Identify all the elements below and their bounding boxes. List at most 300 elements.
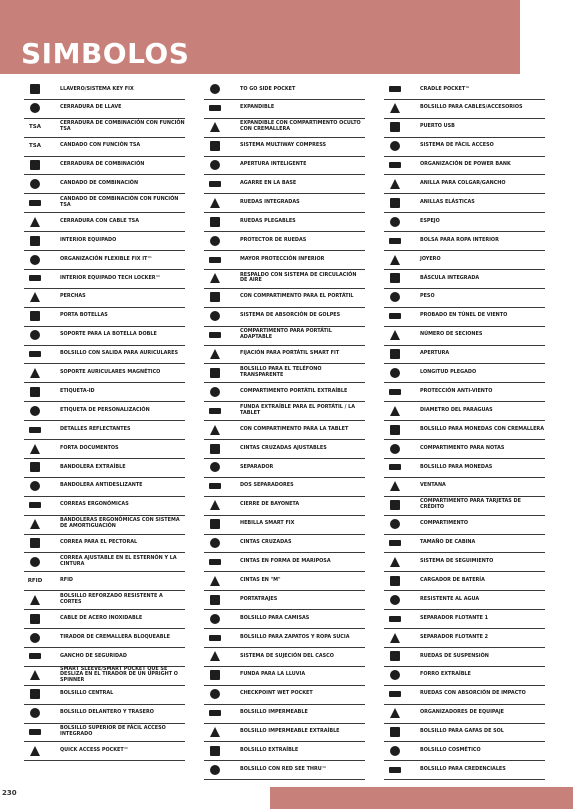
- icon-glyph: [210, 500, 220, 510]
- symbol-label: ORGANIZACIÓN FLEXIBLE FIX IT™: [60, 255, 153, 262]
- central-pocket-icon: [24, 689, 46, 699]
- symbol-row: [384, 137, 545, 157]
- removable-laptop-icon: [204, 387, 226, 397]
- symbol-row: [24, 742, 185, 762]
- symbol-row: [204, 401, 365, 421]
- symbol-row: [24, 401, 185, 421]
- floating-divider-2-icon: [384, 633, 406, 643]
- icon-glyph: [209, 257, 221, 263]
- icon-glyph: [210, 198, 220, 208]
- icon-glyph: [210, 292, 220, 302]
- icon-glyph: [30, 255, 40, 265]
- icon-glyph: [30, 481, 40, 491]
- symbol-row: [24, 99, 185, 119]
- symbol-row: [204, 760, 365, 780]
- waterproof-pocket-icon: [204, 710, 226, 716]
- window-icon: [384, 481, 406, 491]
- symbol-row: [24, 326, 185, 346]
- symbol-label: RUEDAS DE SUSPENSIÓN: [420, 652, 489, 659]
- symbol-label: INTERIOR EQUIPADO: [60, 236, 117, 243]
- symbol-row: [204, 193, 365, 213]
- base-grip-icon: [204, 181, 226, 187]
- header-banner: [0, 0, 520, 74]
- transparent-phone-pocket-icon: [204, 368, 226, 378]
- symbol-label: ANILLA PARA COLGAR/GANCHO: [420, 180, 506, 187]
- underwear-bag-icon: [384, 238, 406, 244]
- sunglasses-pocket-icon: [384, 727, 406, 737]
- tracking-icon: [384, 557, 406, 567]
- expandable-icon: [204, 105, 226, 111]
- symbol-row: [384, 666, 545, 686]
- symbol-label: SOPORTE AURICULARES MAGNÉTICO: [60, 369, 161, 376]
- symbol-row: [24, 571, 185, 591]
- tsa-padlock-icon: [24, 143, 46, 149]
- tablet-compartment-icon: [204, 425, 226, 435]
- symbol-row: [204, 742, 365, 762]
- symbol-label: SEPARADOR FLOTANTE 2: [420, 633, 489, 640]
- symbol-row: [204, 420, 365, 440]
- icon-glyph: [210, 311, 220, 321]
- icon-glyph: [30, 595, 40, 605]
- rain-cover-icon: [204, 670, 226, 680]
- symbol-label: VENTANA: [420, 482, 446, 489]
- symbol-row: [204, 288, 365, 308]
- symbol-label: SEPARADOR: [240, 463, 274, 470]
- symbol-label: HEBILLA SMART FIX: [240, 520, 295, 527]
- icon-glyph: [210, 444, 220, 454]
- symbol-label: CHECKPOINT WET POCKET: [240, 690, 313, 697]
- symbol-label: INTERIOR EQUIPADO TECH LOCKER™: [60, 274, 161, 281]
- symbol-row: [204, 571, 365, 591]
- symbol-row: [384, 288, 545, 308]
- symbol-row: [384, 534, 545, 554]
- symbol-label: RFID: [60, 576, 73, 583]
- luggage-organizers-icon: [384, 708, 406, 718]
- removable-lining-icon: [384, 670, 406, 680]
- document-holder-icon: [24, 444, 46, 454]
- symbol-label: EXPANDIBLE: [240, 104, 275, 111]
- side-pocket-icon: [204, 84, 226, 94]
- chest-strap-icon: [24, 538, 46, 548]
- icon-glyph: [29, 200, 41, 206]
- symbol-row: [24, 193, 185, 213]
- symbol-label: SISTEMA DE SEGUIMIENTO: [420, 558, 494, 565]
- shoes-laundry-pocket-icon: [204, 635, 226, 641]
- m-straps-icon: [204, 576, 226, 586]
- symbol-label: CORREA AJUSTABLE EN EL ESTERNÓN Y LA CINTURA: [60, 555, 177, 567]
- symbol-row: [204, 326, 365, 346]
- multiway-compress-icon: [204, 141, 226, 151]
- icon-glyph: [209, 181, 221, 187]
- tsa-combination-lock-icon: [24, 124, 46, 130]
- icon-glyph: [389, 616, 401, 622]
- symbol-label: GANCHO DE SEGURIDAD: [60, 652, 127, 659]
- icon-glyph: [390, 406, 400, 416]
- symbol-row: [384, 175, 545, 195]
- icon-glyph: [389, 162, 401, 168]
- notes-compartment-icon: [384, 444, 406, 454]
- icon-glyph: [30, 557, 40, 567]
- symbol-label: BOLSILLO PARA MONEDAS CON CREMALLERA: [420, 425, 544, 432]
- icon-glyph: [209, 710, 221, 716]
- symbol-label: COMPARTIMENTO PORTÁTIL EXTRAÍBLE: [240, 387, 348, 394]
- icon-glyph: [29, 653, 41, 659]
- symbol-label: CINTAS EN "M": [240, 576, 281, 583]
- symbol-label: BANDOLERA EXTRAÍBLE: [60, 463, 126, 470]
- symbol-label: BOLSILLO PARA CREDENCIALES: [420, 765, 506, 772]
- icon-glyph: [30, 689, 40, 699]
- icon-glyph: [30, 406, 40, 416]
- cables-pocket-icon: [384, 103, 406, 113]
- icon-glyph: [210, 217, 220, 227]
- symbol-label: BOLSILLO DELANTERO Y TRASERO: [60, 709, 154, 716]
- symbol-row: [24, 590, 185, 610]
- icon-glyph: [390, 500, 400, 510]
- symbol-row: [384, 401, 545, 421]
- smart-fit-laptop-icon: [204, 349, 226, 359]
- combination-lock-icon: [24, 160, 46, 170]
- icon-glyph: [209, 635, 221, 641]
- symbol-row: [24, 250, 185, 270]
- cut-resistant-pocket-icon: [24, 595, 46, 605]
- symbol-label: LLAVERO/SISTEMA KEY FIX: [60, 85, 134, 92]
- symbol-row: [204, 628, 365, 648]
- icon-glyph: [210, 462, 220, 472]
- non-slip-strap-icon: [24, 481, 46, 491]
- divider-icon: [204, 462, 226, 472]
- shock-absorption-icon: [204, 311, 226, 321]
- icon-glyph: [210, 746, 220, 756]
- symbol-label: RUEDAS INTEGRADAS: [240, 198, 300, 205]
- symbol-label: RUEDAS PLEGABLES: [240, 217, 296, 224]
- symbol-label: PERCHAS: [60, 293, 86, 300]
- symbol-row: [24, 364, 185, 384]
- icon-glyph: [390, 708, 400, 718]
- air-circulation-icon: [204, 273, 226, 283]
- symbol-row: [24, 137, 185, 157]
- icon-glyph: [390, 255, 400, 265]
- lockable-zip-puller-icon: [24, 633, 46, 643]
- icon-glyph: [210, 273, 220, 283]
- icon-glyph: [30, 330, 40, 340]
- symbol-row: [384, 742, 545, 762]
- symbol-row: [384, 80, 545, 100]
- reflective-icon: [24, 427, 46, 433]
- rfid-icon: [24, 578, 46, 584]
- symbol-row: [384, 515, 545, 535]
- icon-glyph: [389, 767, 401, 773]
- icon-glyph: [210, 160, 220, 170]
- symbol-row: [204, 307, 365, 327]
- double-bottle-icon: [24, 330, 46, 340]
- jewelry-box-icon: [384, 255, 406, 265]
- symbol-row: [204, 458, 365, 478]
- symbol-row: [384, 647, 545, 667]
- smart-opening-icon: [204, 160, 226, 170]
- adjustable-cross-straps-icon: [204, 444, 226, 454]
- removable-waterproof-pocket-icon: [204, 727, 226, 737]
- symbol-label: CON COMPARTIMENTO PARA LA TABLET: [240, 425, 349, 432]
- symbol-row: [384, 118, 545, 138]
- icon-glyph: [390, 595, 400, 605]
- icon-glyph: [390, 576, 400, 586]
- cabin-size-icon: [384, 540, 406, 546]
- icon-glyph: [210, 122, 220, 132]
- elastic-loops-icon: [384, 198, 406, 208]
- icon-glyph: [390, 651, 400, 661]
- symbol-label: CANDADO DE COMBINACIÓN CON FUNCIÓN TSA: [60, 196, 179, 208]
- symbol-label: CINTAS EN FORMA DE MARIPOSA: [240, 558, 331, 565]
- icon-glyph: [209, 105, 221, 111]
- symbol-row: [24, 704, 185, 724]
- icon-glyph: [29, 275, 41, 281]
- symbol-row: [204, 175, 365, 195]
- symbol-label: LONGITUD PLEGADO: [420, 369, 477, 376]
- symbol-row: [24, 477, 185, 497]
- symbol-label: APERTURA INTELIGENTE: [240, 161, 307, 168]
- symbol-row: [24, 458, 185, 478]
- hidden-expandable-icon: [204, 122, 226, 132]
- symbol-label: CINTAS CRUZADAS AJUSTABLES: [240, 444, 327, 451]
- sections-icon: [384, 330, 406, 340]
- symbol-label: CINTAS CRUZADAS: [240, 539, 292, 546]
- ergonomic-straps-icon: [24, 502, 46, 508]
- symbol-row: [384, 571, 545, 591]
- integrated-wheels-icon: [204, 198, 226, 208]
- symbol-row: [384, 458, 545, 478]
- umbrella-diameter-icon: [384, 406, 406, 416]
- flexible-organization-icon: [24, 255, 46, 265]
- top-pocket-icon: [24, 729, 46, 735]
- bottle-holder-icon: [24, 311, 46, 321]
- icon-glyph: [30, 746, 40, 756]
- floating-divider-1-icon: [384, 616, 406, 622]
- removable-strap-icon: [24, 462, 46, 472]
- symbol-label: CANDADO CON FUNCIÓN TSA: [60, 142, 141, 149]
- symbol-label: CABLE DE ACERO INOXIDABLE: [60, 614, 143, 621]
- symbol-label: BOLSILLO IMPERMEABLE EXTRAÍBLE: [240, 728, 340, 735]
- symbol-row: [384, 250, 545, 270]
- icon-glyph: [389, 691, 401, 697]
- symbol-label: FUNDA PARA LA LLUVIA: [240, 671, 306, 678]
- symbol-label: PORTATRAJES: [240, 595, 278, 602]
- symbol-row: [24, 609, 185, 629]
- bayonet-closure-icon: [204, 500, 226, 510]
- symbol-row: [24, 80, 185, 100]
- symbol-row: [204, 345, 365, 365]
- personal-tag-icon: [24, 406, 46, 416]
- icon-glyph: [390, 557, 400, 567]
- zip-coin-pocket-icon: [384, 425, 406, 435]
- symbol-label: PROBADO EN TÚNEL DE VIENTO: [420, 312, 508, 319]
- symbol-label: SISTEMA DE SUJECIÓN DEL CASCO: [240, 652, 334, 659]
- symbol-label: RESPALDO CON SISTEMA DE CIRCULACIÓN DE AIRE: [240, 271, 357, 284]
- symbol-row: [384, 382, 545, 402]
- symbol-row: [384, 685, 545, 705]
- key-lock-icon: [24, 103, 46, 113]
- symbol-label: FORTA DOCUMENTOS: [60, 444, 119, 451]
- symbol-label: QUICK ACCESS POCKET™: [60, 747, 129, 754]
- smart-fix-buckle-icon: [204, 519, 226, 529]
- symbol-label: PESO: [420, 293, 435, 300]
- symbol-label: ETIQUETA DE PERSONALIZACIÓN: [60, 406, 150, 413]
- symbol-row: [384, 609, 545, 629]
- symbol-label: FORRO EXTRAÍBLE: [420, 671, 471, 678]
- symbol-label: BOLSILLO CON RED SEE THRU™: [240, 765, 327, 772]
- icon-glyph: [30, 462, 40, 472]
- steel-cable-icon: [24, 614, 46, 624]
- symbol-label: CERRADURA DE COMBINACIÓN CON FUNCIÓN TSA: [60, 120, 185, 133]
- symbol-row: [384, 420, 545, 440]
- symbol-label: BOLSILLO PARA EL TELÉFONO TRANSPARENTE: [240, 366, 322, 378]
- icon-glyph: [29, 427, 41, 433]
- symbol-row: [24, 175, 185, 195]
- symbol-label: SEPARADOR FLOTANTE 1: [420, 614, 489, 621]
- easy-access-icon: [384, 141, 406, 151]
- symbol-label: SISTEMA DE FÁCIL ACCESO: [420, 142, 494, 149]
- icon-glyph: [390, 746, 400, 756]
- symbol-label: NÚMERO DE SECIONES: [420, 331, 483, 338]
- front-back-pocket-icon: [24, 708, 46, 718]
- symbol-label: FIJACIÓN PARA PORTÁTIL SMART FIT: [240, 350, 340, 357]
- symbol-label: PORTA BOTELLAS: [60, 312, 108, 319]
- icon-glyph: [390, 727, 400, 737]
- footer-bar: [270, 787, 573, 809]
- symbol-label: BOLSILLO PARA GAFAS DE SOL: [420, 728, 504, 735]
- symbol-row: [204, 250, 365, 270]
- symbol-row: [384, 156, 545, 176]
- removable-pocket-icon: [204, 746, 226, 756]
- symbol-label: BANDOLERA ANTIDESLIZANTE: [60, 482, 143, 489]
- icon-glyph: [390, 519, 400, 529]
- symbol-label: CARGADOR DE BATERÍA: [420, 576, 485, 583]
- weight-icon: [384, 292, 406, 302]
- symbol-label: CRADLE POCKET™: [420, 85, 471, 92]
- icon-glyph: [209, 483, 221, 489]
- symbol-row: [204, 723, 365, 743]
- icon-glyph: [390, 368, 400, 378]
- symbol-row: [384, 704, 545, 724]
- magnetic-headphones-icon: [24, 368, 46, 378]
- symbol-label: DIAMETRO DEL PARAGUAS: [420, 406, 493, 413]
- symbol-label: PROTECCIÓN ANTI-VIENTO: [420, 387, 493, 394]
- icon-glyph: [210, 349, 220, 359]
- icon-glyph: [210, 538, 220, 548]
- symbol-row: [24, 156, 185, 176]
- symbol-row: [384, 553, 545, 573]
- folding-wheels-icon: [204, 217, 226, 227]
- symbol-label: BOLSILLO PARA MONEDAS: [420, 463, 493, 470]
- symbol-row: [204, 80, 365, 100]
- symbol-label: MAYOR PROTECCIÓN INFERIOR: [240, 255, 325, 262]
- icon-glyph: [390, 217, 400, 227]
- symbol-label: BANDOLERAS ERGONÓMICAS CON SISTEMA DE AMORTIGUACIÓN: [60, 517, 180, 530]
- windproof-icon: [384, 389, 406, 395]
- icon-glyph: [30, 103, 40, 113]
- symbol-row: [384, 99, 545, 119]
- symbol-row: [384, 723, 545, 743]
- adaptable-laptop-icon: [204, 332, 226, 338]
- symbol-label: BOLSILLO CENTRAL: [60, 690, 114, 697]
- symbol-label: SMART SLEEVE/SMART POCKET QUE SE DESLIZA EN EL TIRADOR DE UN UPRIGHT O SPINNER: [60, 665, 178, 684]
- symbol-label: BOLSILLO CON SALIDA PARA AURICULARES: [60, 350, 179, 357]
- icon-glyph: [390, 179, 400, 189]
- symbol-label: DETALLES REFLECTANTES: [60, 425, 131, 432]
- symbol-label: AGARRE EN LA BASE: [240, 180, 297, 187]
- icon-glyph: [30, 519, 40, 529]
- icon-glyph: [390, 444, 400, 454]
- cushioned-straps-icon: [24, 519, 46, 529]
- symbol-label: COMPARTIMENTO PARA NOTAS: [420, 444, 505, 451]
- symbol-label: JOYERO: [420, 255, 441, 262]
- icon-glyph: [209, 559, 221, 565]
- symbol-label: DOS SEPARADORES: [240, 482, 294, 489]
- helmet-holder-icon: [204, 651, 226, 661]
- mirror-icon: [384, 217, 406, 227]
- icon-glyph: [29, 351, 41, 357]
- icon-glyph: [390, 103, 400, 113]
- hanging-hook-icon: [384, 179, 406, 189]
- symbol-label: BOLSILLO PARA ZAPATOS Y ROPA SUCIA: [240, 633, 350, 640]
- icon-glyph: [210, 519, 220, 529]
- symbol-row: [24, 534, 185, 554]
- symbol-label: PROTECTOR DE RUEDAS: [240, 236, 307, 243]
- icon-glyph: [390, 633, 400, 643]
- symbol-row: [204, 553, 365, 573]
- symbol-row: [204, 477, 365, 497]
- icon-glyph: [210, 689, 220, 699]
- symbol-row: [384, 193, 545, 213]
- symbol-label: COMPARTIMENTO PARA PORTÁTIL ADAPTABLE: [240, 328, 332, 341]
- icon-glyph: [210, 614, 220, 624]
- symbol-row: [24, 269, 185, 289]
- combination-padlock-icon: [24, 179, 46, 189]
- symbol-row: [384, 307, 545, 327]
- symbol-row: [24, 345, 185, 365]
- icon-glyph: [210, 670, 220, 680]
- icon-glyph: [210, 387, 220, 397]
- symbol-row: [384, 439, 545, 459]
- symbol-label: BOLSILLO EXTRAÍBLE: [240, 747, 299, 754]
- symbol-row: [204, 364, 365, 384]
- symbol-row: [24, 307, 185, 327]
- impact-wheels-icon: [384, 691, 406, 697]
- icon-glyph: [30, 179, 40, 189]
- symbol-row: [204, 382, 365, 402]
- symbol-label: CERRADURA DE LLAVE: [60, 104, 122, 111]
- symbol-row: [204, 137, 365, 157]
- two-dividers-icon: [204, 483, 226, 489]
- scale-icon: [384, 273, 406, 283]
- cradle-pocket-icon: [384, 86, 406, 92]
- symbol-row: [384, 345, 545, 365]
- equipped-interior-icon: [24, 236, 46, 246]
- wheel-protector-icon: [204, 236, 226, 246]
- icon-glyph: [210, 765, 220, 775]
- icon-glyph: [390, 198, 400, 208]
- icon-glyph: [390, 141, 400, 151]
- symbol-row: [204, 496, 365, 516]
- symbol-label: COMPARTIMENTO: [420, 520, 469, 527]
- icon-glyph: [30, 311, 40, 321]
- symbol-row: [24, 382, 185, 402]
- symbol-row: [24, 288, 185, 308]
- symbol-label: BOLSILLO COSMÉTICO: [420, 747, 481, 754]
- icon-glyph: [30, 633, 40, 643]
- laptop-compartment-icon: [204, 292, 226, 302]
- symbol-label: BOLSILLO SUPERIOR DE FÁCIL ACCESO INTEGRADO: [60, 725, 166, 738]
- symbol-label: EXPANDIBLE CON COMPARTIMENTO OCULTO CON CREMALLERA: [240, 120, 361, 133]
